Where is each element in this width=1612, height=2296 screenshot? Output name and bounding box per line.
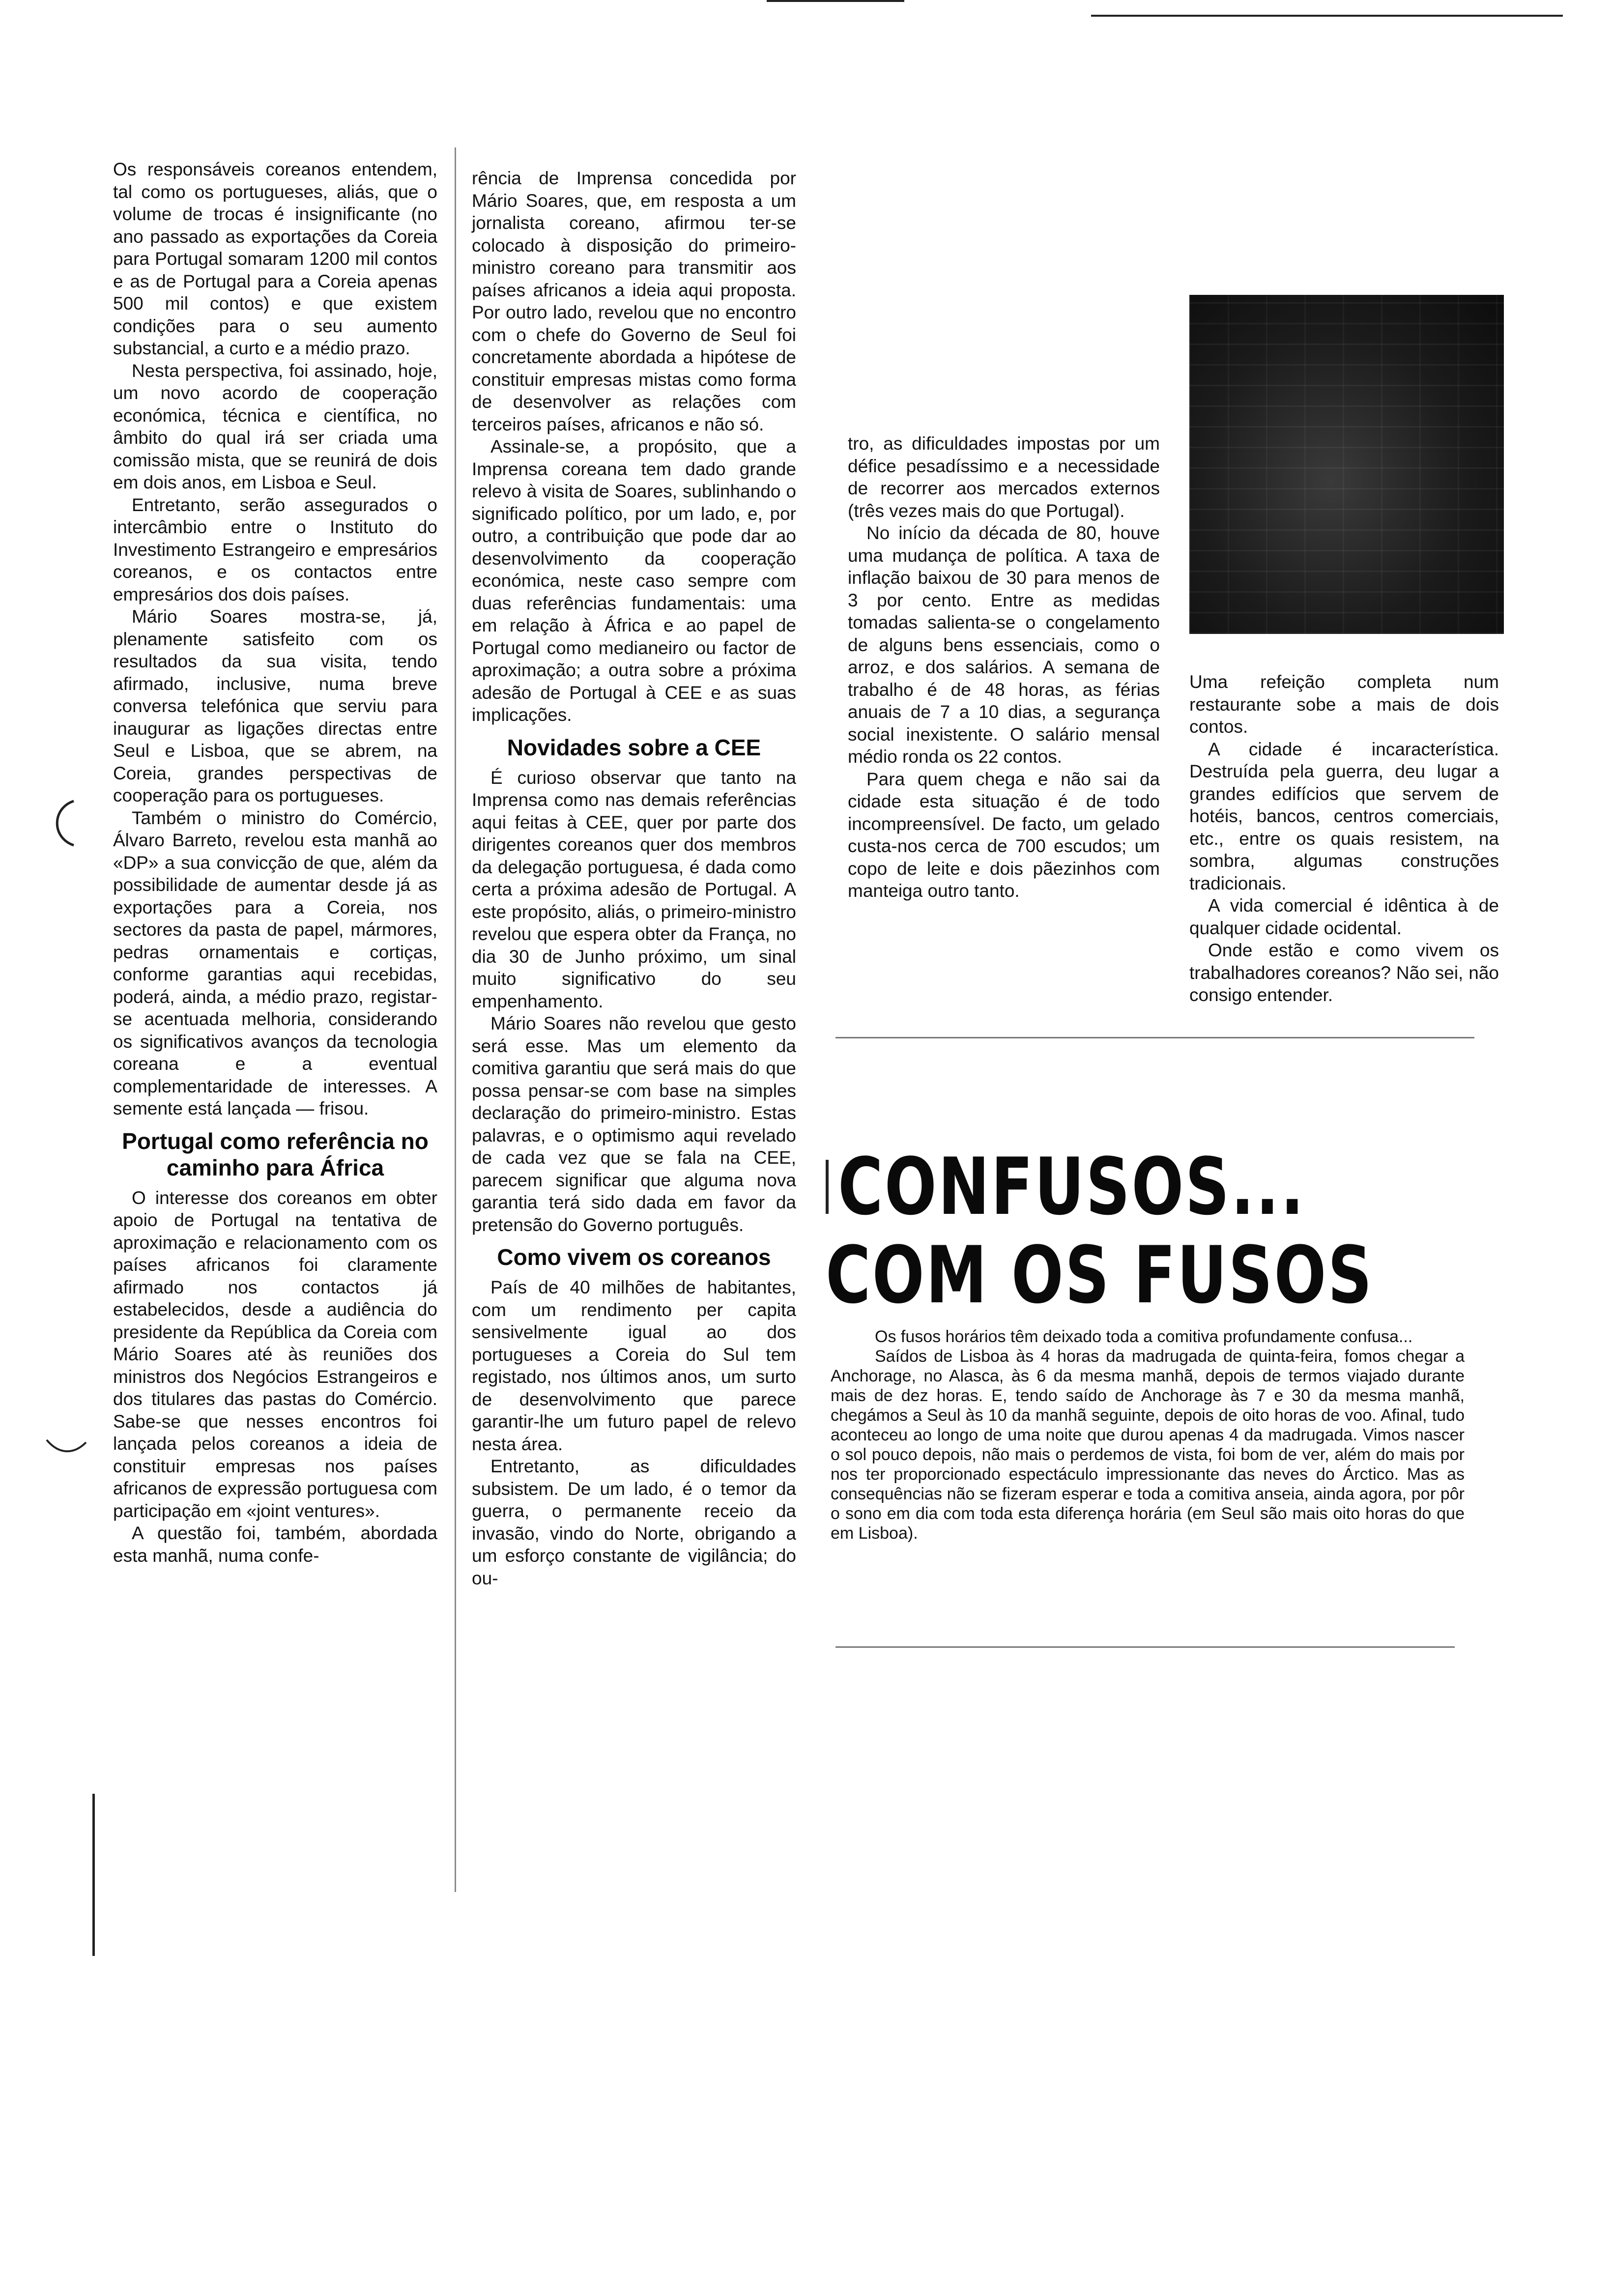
paragraph: tro, as dificuldades impostas por um défice pesadíssimo e a necessidade de recorrer aos mercados externos (três vezes mais do que Portugal). (848, 433, 1160, 521)
paragraph: Também o ministro do Comércio, Álvaro Barreto, revelou esta manhã ao «DP» a sua convicção de que, além da possibilidade de aumentar desde já as exportações para a Coreia, nos sectores da pasta de papel, mármores, pedras ornamentais e cortiças, conforme garantias aqui recebidas, poderá, ainda, a médio prazo, registar-se acentuada melhoria, considerando os significativos avanços da tecnologia coreana e a eventual complementaridade de interesses. A semente está lançada — frisou. (113, 807, 437, 1119)
box-article-body (831, 1327, 1465, 1543)
paragraph: rência de Imprensa concedida por Mário Soares, que, em resposta a um jornalista coreano, afirmou ter-se colocado à disposição do primeiro-ministro coreano para transmitir aos países africanos a ideia aqui proposta. Por outro lado, revelou que no encontro com o chefe do Governo de Seul foi concretamente abordada a hipótese de constituir empresas mistas como forma de desenvolver as relações com terceiros países, africanos e não só. (472, 168, 796, 434)
paragraph: Uma refeição completa num restaurante sobe a mais de dois contos. (1189, 672, 1499, 737)
margin-mark-left-1 (44, 796, 79, 850)
paragraph: Os responsáveis coreanos entendem, tal como os portugueses, aliás, que o volume de trocas é insignificante (no ano passado as exportações da Coreia para Portugal somaram 1200 mil contos e as de Portugal para a Coreia apenas 500 mil contos) e que existem condições para o seu aumento substancial, a curto e a médio prazo. (113, 159, 437, 358)
top-rule-2 (1091, 15, 1563, 17)
article-column-2 (472, 167, 796, 1589)
paragraph: A questão foi, também, abordada esta manhã, numa confe- (113, 1523, 437, 1566)
subheading: Portugal como referência no caminho para África (122, 1128, 429, 1180)
article-column-4 (1189, 671, 1499, 1006)
paragraph: Saídos de Lisboa às 4 horas da madrugada de quinta-feira, fomos chegar a Anchorage, no Alasca, às 6 da mesma manhã, depois de termos viajado durante mais de dez horas. E, tendo saído de Anchorage às 7 e 30 da mesma manhã, chegámos a Seul às 10 da manhã seguinte, depois de oito horas de voo. Afinal, tudo aconteceu ao longo de uma noite que durou apenas 4 da madrugada. Vimos nascer o sol pouco depois, não mais o perdemos de vista, foi bom de ver, além do mais por nos ter proporcionado espectáculo impressionante das neves do Árctico. Mas as consequências não se fizeram esperar e toda a comitiva anseia, ainda agora, por pôr o sono em dia com toda esta diferença horária (em Seul são mais oito horas do que em Lisboa). (831, 1347, 1465, 1543)
column-divider (455, 147, 456, 1892)
margin-mark-left-2 (44, 1435, 88, 1460)
top-rule-1 (767, 0, 904, 2)
paragraph: País de 40 milhões de habitantes, com um rendimento per capita sensivelmente igual ao dos portugueses a Coreia do Sul tem registado, nos últimos anos, um surto de desenvolvimento que parece garantir-lhe um futuro papel de relevo nesta área. (472, 1277, 796, 1454)
paragraph: Nesta perspectiva, foi assinado, hoje, um novo acordo de cooperação económica, técnica e científica, no âmbito do qual irá ser criada uma comissão mista, que se reunirá de dois em dois anos, em Lisboa e Seul. (113, 360, 437, 492)
paragraph: A cidade é incaracterística. Destruída pela guerra, deu lugar a grandes edifícios que servem de hotéis, bancos, centros comerciais, etc., entre os quais resistem, na sombra, algumas construções tradicionais. (1189, 739, 1499, 893)
paragraph: Entretanto, as dificuldades subsistem. De um lado, é o temor da guerra, o permanente receio da invasão, vindo do Norte, obrigando a um esforço constante de vigilância; do ou- (472, 1456, 796, 1588)
section-divider (835, 1037, 1474, 1038)
paragraph: Os fusos horários têm deixado toda a comitiva profundamente confusa... (875, 1327, 1413, 1346)
box-bottom-rule (835, 1646, 1455, 1648)
article-column-1 (113, 158, 437, 1567)
paragraph: Para quem chega e não sai da cidade esta situação é de todo incompreensível. De facto, um gelado custa-nos cerca de 700 escudos; um copo de leite e dois pãezinhos com manteiga outro tanto. (848, 769, 1160, 901)
paragraph: É curioso observar que tanto na Imprensa como nas demais referências aqui feitas à CEE, quer por parte dos dirigentes coreanos quer dos membros da delegação portuguesa, é dada como certa a próxima adesão de Portugal. A este propósito, aliás, o primeiro-ministro revelou que espera obter da França, no dia 30 de Junho próximo, um sinal muito significativo do seu empenhamento. (472, 767, 796, 1011)
subheading: Como vivem os coreanos (497, 1244, 771, 1270)
box-headline-line-1: CONFUSOS... (838, 1141, 1306, 1233)
paragraph: Mário Soares mostra-se, já, plenamente satisfeito com os resultados da sua visita, tendo afirmado, inclusive, numa breve conversa telefónica que serviu para inaugurar as ligações directas entre Seul e Lisboa, que se abrem, na Coreia, grandes perspectivas de cooperação para os portugueses. (113, 606, 437, 805)
paragraph: Onde estão e como vivem os trabalhadores coreanos? Não sei, não consigo entender. (1189, 940, 1499, 1005)
article-photo (1189, 295, 1504, 634)
paragraph: No início da década de 80, houve uma mudança de política. A taxa de inflação baixou de 30 para menos de 3 por cento. Entre as medidas tomadas salienta-se o congelamento de alguns bens essenciais, como o arroz, e dos salários. A semana de trabalho é de 48 horas, as férias anuais de 7 a 10 dias, a segurança social inexistente. O salário mensal médio ronda os 22 contos. (848, 523, 1160, 767)
margin-bar (92, 1794, 95, 1956)
subheading: Novidades sobre a CEE (507, 734, 761, 760)
box-headline-line-2: COM OS FUSOS (826, 1229, 1374, 1321)
paragraph: Assinale-se, a propósito, que a Imprensa coreana tem dado grande relevo à visita de Soares, sublinhando o significado político, por um lado, e, por outro, a contribuição que pode dar ao desenvolvimento da cooperação económica, neste caso sempre com duas referências fundamentais: uma em relação à África e ao papel de Portugal como medianeiro ou factor de aproximação; a outra sobre a próxima adesão de Portugal à CEE e as suas implicações. (472, 436, 796, 725)
article-column-3 (848, 432, 1160, 902)
paragraph: A vida comercial é idêntica à de qualquer cidade ocidental. (1189, 895, 1499, 938)
paragraph: Entretanto, serão assegurados o intercâmbio entre o Instituto do Investimento Estrangeiro e empresários coreanos, e os contactos entre empresários dos dois países. (113, 494, 437, 604)
paragraph: Mário Soares não revelou que gesto será esse. Mas um elemento da comitiva garantiu que será mais do que possa pensar-se com base na simples declaração do primeiro-ministro. Estas palavras, e o optimismo aqui revelado de cada vez que se fala na CEE, parecem significar que alguma nova garantia terá sido dada em favor da pretensão do Governo português. (472, 1013, 796, 1235)
box-left-bar (826, 1160, 829, 1214)
paragraph: O interesse dos coreanos em obter apoio de Portugal na tentativa de aproximação e relacionamento com os países africanos foi claramente afirmado nos contactos já estabelecidos, desde a audiência do presidente da República da Coreia com Mário Soares até às reuniões dos ministros dos Negócios Estrangeiros e dos titulares das pastas do Comércio. Sabe-se que nesses encontros foi lançada pelos coreanos a ideia de constituir empresas nos países africanos de expressão portuguesa com participação em «joint ventures». (113, 1187, 437, 1521)
